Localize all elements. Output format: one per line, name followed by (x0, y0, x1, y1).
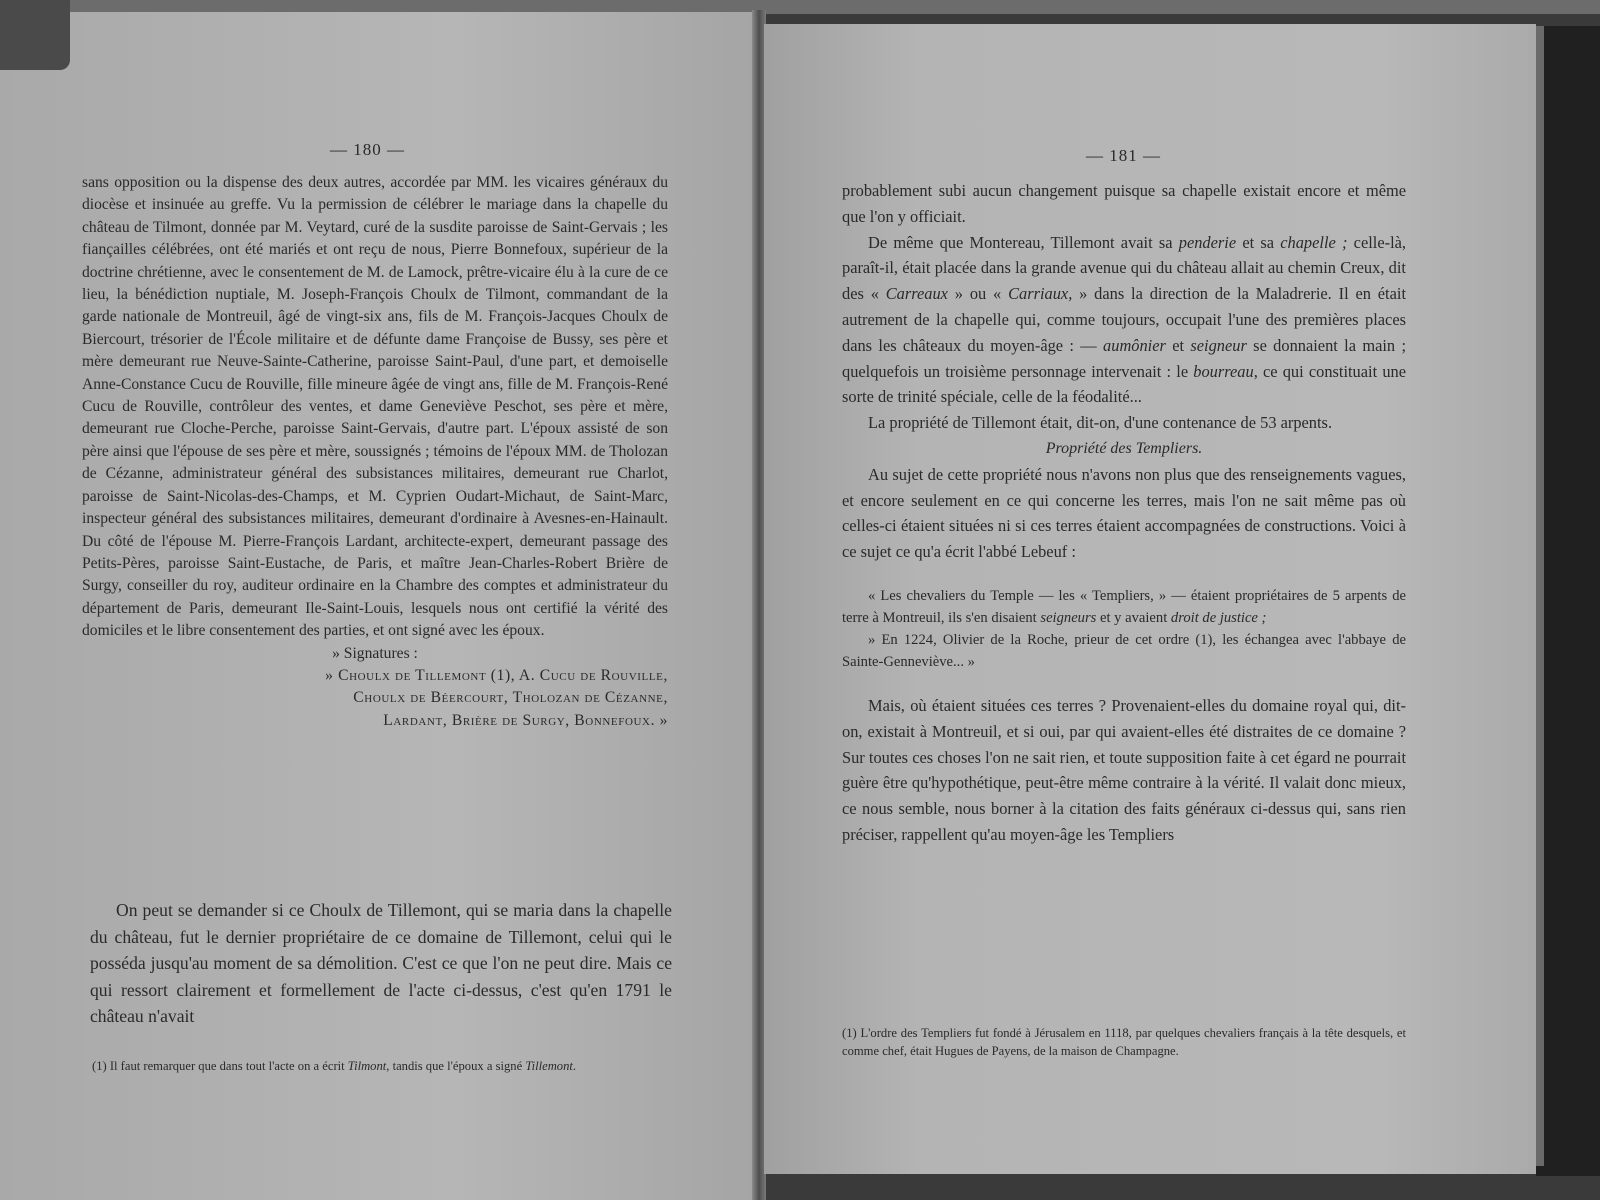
book-corner (0, 0, 70, 70)
footnote-text: , tandis que l'époux a signé (386, 1059, 526, 1073)
footnote-italic: Tillemont (525, 1059, 573, 1073)
left-page (0, 12, 754, 1200)
signatures-heading: » Signatures : (332, 644, 418, 662)
page-number: — 180 — (330, 140, 405, 159)
paragraph: sans opposition ou la dispense des deux autres, accordée par MM. les vicaires généraux du diocèse et insinuée au greffe. Vu la permission de célébrer le mariage dans la chapelle du château de Tilmont, donnée par M. Veytard, curé de la susdite paroisse de Saint-Gervais ; les fiançailles célébrées, ont été mariés et ont reçu de nous, Pierre Bonnefoux, supérieur de la doctrine chrétienne, avec le consentement de M. de Lamock, prêtre-vicaire élu à la cure de ce lieu, la bénédiction nuptiale, M. Joseph-François Choulx de Tilmont, commandant de la garde nationale de Montreuil, âgé de vingt-six ans, fils de M. François-Jacques Choulx de Biercourt, trésorier de l'École militaire et de défunte dame Françoise de Bussy, ses père et mère demeurant rue Neuve-Sainte-Catherine, paroisse Saint-Paul, d'une part, et demoiselle Anne-Constance Cucu de Rouville, fille mineure âgée de vingt ans, fille de M. François-René Cucu de Rouville, contrôleur des ventes, et dame Geneviève Peschot, ses père et mère, demeurant rue Cloche-Perche, paroisse Saint-Gervais, d'autre part. L'époux assisté de son père ainsi que l'épouse de ses père et mère, soussignés ; témoins de l'époux MM. de Tholozan de Cézanne, administrateur général des subsistances militaires, demeurant rue Charlot, paroisse de Saint-Nicolas-des-Champs, et M. Cyprien Oudart-Michaut, de Saint-Marc, inspecteur général des subsistances militaires, demeurant d'ordinaire à Avesnes-en-Hainault. Du côté de l'épouse M. Pierre-François Lardant, architecte-expert, demeurant passage des Petits-Pères, paroisse Saint-Eustache, de Paris, et maître Jean-Charles-Robert Brière de Surgy, conseiller du roy, auditeur ordinaire en la Chambre des comptes et administrateur du département de Paris, demeurant Ile-Saint-Louis, lesquels nous ont certifié la vérité des domiciles et le libre consentement des parties, et ont signé avec les époux. (82, 174, 668, 640)
footnote (92, 1057, 672, 1075)
paragraph: De même que Montereau, Tillemont avait sa penderie et sa chapelle ; celle-là, paraît-il, était placée dans la grande avenue qui du château allait au chemin Creux, dit des « Carreaux » ou « Carriaux, » dans la direction de la Maladrerie. Il en était autrement de la chapelle qui, comme toujours, occupait l'une des premières places dans les châteaux du moyen-âge : — aumônier et seigneur se donnaient la main ; quelquefois un troisième personnage intervenait : le bourreau, ce qui constituait une sorte de trinité spéciale, celle de la féodalité... (842, 232, 1406, 407)
quote: « Les chevaliers du Temple — les « Templiers, » — étaient propriétaires de 5 arpents de terre à Montreuil, ils s'en disaient seigneurs et y avaient droit de justice ; (842, 587, 1406, 626)
spacer (842, 673, 1406, 693)
right-body (842, 178, 1406, 848)
footnote-italic: Tilmont (347, 1059, 387, 1073)
footnote: (1) L'ordre des Templiers fut fondé à Jérusalem en 1118, par quelques chevaliers français à la tête desquels, et comme chef, était Hugues de Payens, de la maison de Champagne. (842, 1026, 1406, 1058)
page-edge (1536, 26, 1544, 1166)
signature-line: Lardant, Brière de Surgy, Bonnefoux. » (383, 711, 668, 729)
paragraph: On peut se demander si ce Choulx de Tillemont, qui se maria dans la chapelle du château, fut le dernier propriétaire de ce domaine de Tillemont, celui qui le posséda jusqu'au moment de sa démolition. C'est ce que l'on ne peut dire. Mais ce qui ressort clairement et formellement de l'acte ci-dessus, c'est qu'en 1791 le château n'avait (90, 900, 672, 1027)
left-closing (90, 897, 672, 1030)
footnote-text: . (572, 1059, 577, 1073)
paragraph: Mais, où étaient situées ces terres ? Provenaient-elles du domaine royal qui, dit-on, existait à Montreuil, et si oui, par qui avaient-elles été distraites de ce domaine ? Sur toutes ces choses l'on ne sait rien, et toute supposition faite à cet égard ne pourrait guère être qu'hypothétique, peut-être même contraire à la vérité. Il valait donc mieux, ce nous semble, nous borner à la citation des faits généraux ci-dessus qui, sans rien préciser, rappellent qu'au moyen-âge les Templiers (842, 695, 1406, 844)
footnote-text: (1) Il faut remarquer que dans tout l'acte on a écrit (92, 1059, 348, 1073)
paragraph: Au sujet de cette propriété nous n'avons non plus que des renseignements vagues, et encore seulement en ce qui concerne les terres, mais l'on ne sait même pas où celles-ci étaient situées ni si ces terres étaient accompagnées de constructions. Voici à ce sujet ce qu'a écrit l'abbé Lebeuf : (842, 464, 1406, 562)
paragraph: probablement subi aucun changement puisque sa chapelle existait encore et même que l'on y officiait. (842, 181, 1406, 226)
paragraph: La propriété de Tillemont était, dit-on, d'une contenance de 53 arpents. (868, 413, 1333, 433)
section-heading: Propriété des Templiers. (1045, 439, 1203, 457)
signature-line: Choulx de Béercourt, Tholozan de Cézanne, (353, 689, 668, 707)
right-page (764, 24, 1536, 1174)
spacer (842, 565, 1406, 585)
quote: » En 1224, Olivier de la Roche, prieur de cet ordre (1), les échangea avec l'abbaye de Sainte-Genneviève... » (842, 631, 1406, 670)
signature-line: » Choulx de Tillemont (1), A. Cucu de Rouville, (325, 666, 668, 684)
page-number: — 181 — (1086, 146, 1161, 165)
left-body (82, 172, 668, 732)
book-edge (1536, 26, 1600, 1176)
